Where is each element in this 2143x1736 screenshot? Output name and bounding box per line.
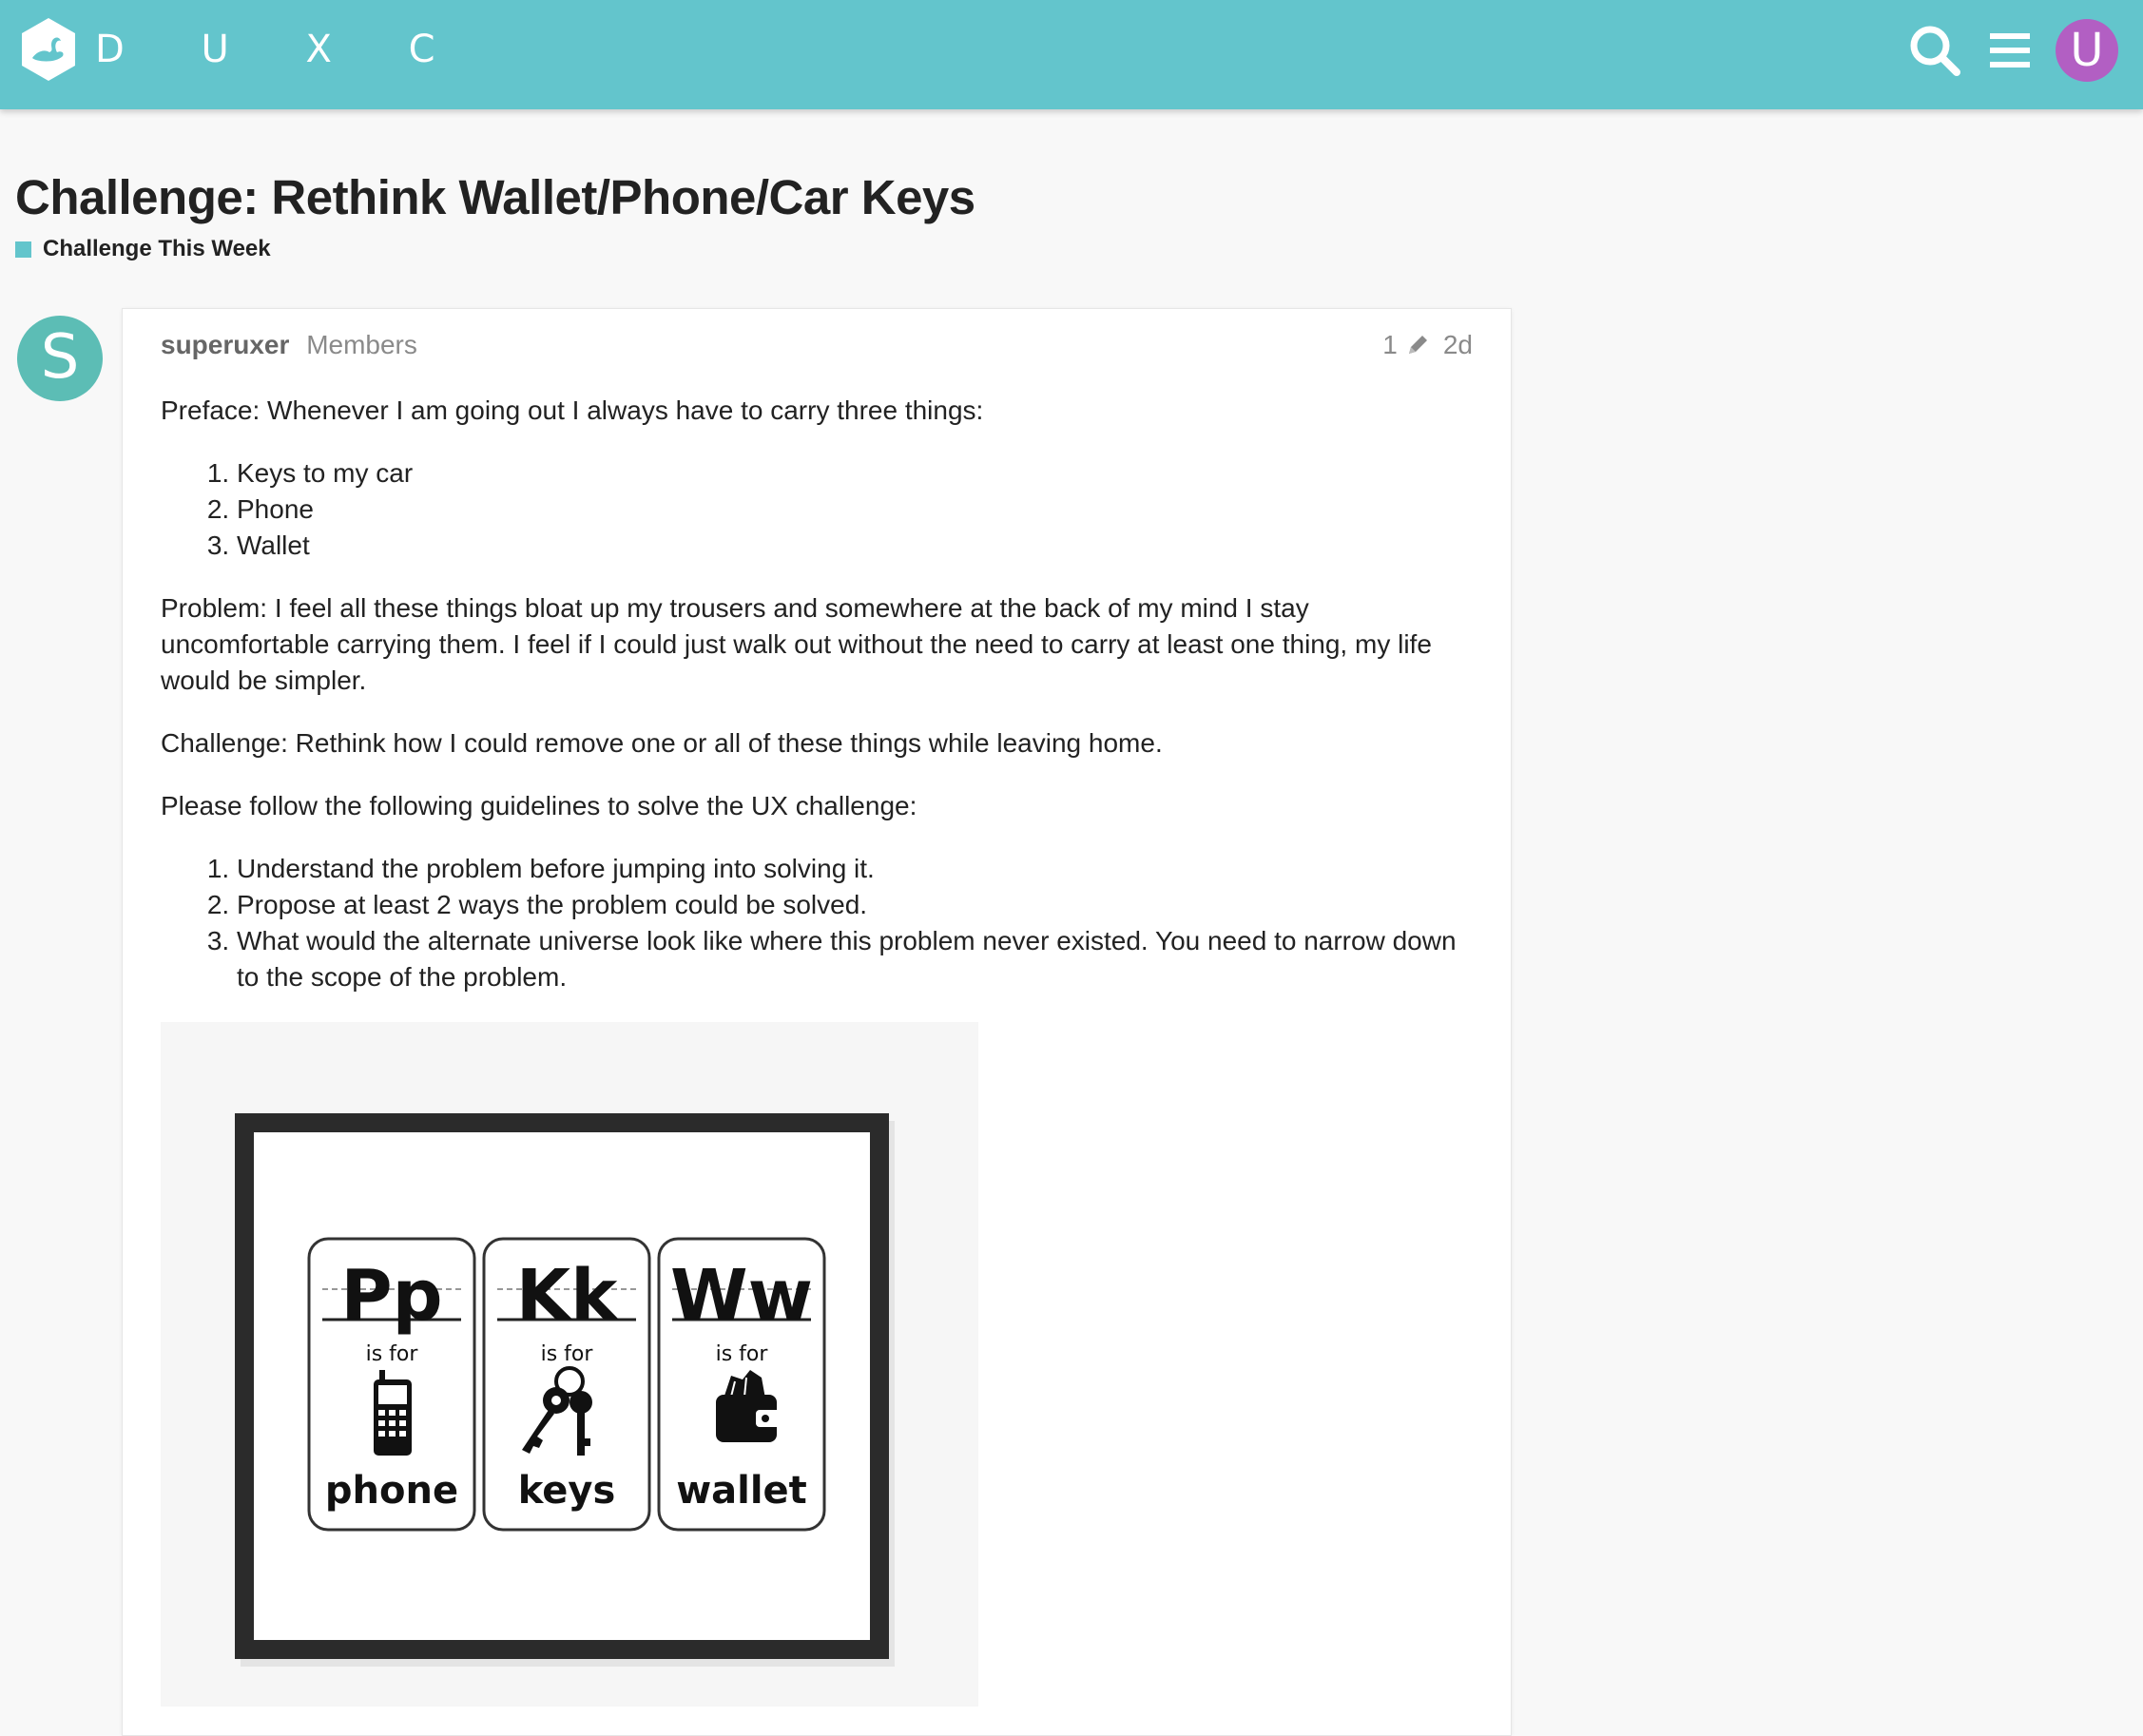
topic-title[interactable]: Challenge: Rethink Wallet/Phone/Car Keys [15, 170, 975, 224]
flash-card-phone [309, 1239, 474, 1530]
current-user-avatar[interactable]: U [2056, 19, 2118, 82]
post-user-group[interactable]: Members [306, 330, 417, 359]
preface-paragraph: Preface: Whenever I am going out I always have to carry three things: [161, 395, 984, 425]
site-header [0, 0, 2143, 109]
logo-text: D U X C [95, 28, 468, 71]
post-image[interactable] [161, 1022, 978, 1707]
card-letters: Pp [340, 1255, 443, 1337]
card-word: phone [324, 1469, 459, 1513]
list-item: 3. Wallet [237, 528, 1482, 564]
guidelines-intro: Please follow the following guidelines to solve the UX challenge: [161, 791, 917, 820]
card-word: wallet [676, 1469, 807, 1513]
post-username[interactable]: superuxer [161, 330, 290, 359]
list-item: 1. Understand the problem before jumping into solving it. [237, 851, 1482, 887]
category-color-swatch [15, 241, 31, 258]
problem-paragraph: Problem: I feel all these things bloat up my trousers and somewhere at the back of my mind I stay uncomfortable carrying them. I feel if I could just walk out without the need to carry at least one thing, my life would be simpler. [161, 593, 1432, 695]
card-letters: Kk [515, 1255, 618, 1337]
search-icon[interactable] [1907, 23, 1962, 78]
post-meta [161, 330, 417, 360]
site-logo[interactable] [19, 15, 468, 84]
card-is-for: is for [540, 1342, 593, 1366]
swan-hexagon-icon [19, 16, 78, 83]
items-list [161, 455, 1482, 564]
edit-count[interactable]: 1 [1382, 330, 1398, 359]
poster-avatar[interactable]: S [17, 316, 103, 401]
post-info [1382, 330, 1473, 360]
post-card [122, 308, 1512, 1736]
guidelines-list [161, 851, 1482, 995]
card-is-for: is for [365, 1342, 418, 1366]
pencil-icon[interactable] [1405, 333, 1430, 357]
list-item: 1. Keys to my car [237, 455, 1482, 492]
challenge-paragraph: Challenge: Rethink how I could remove one or all of these things while leaving home. [161, 728, 1163, 758]
card-is-for: is for [715, 1342, 768, 1366]
card-word: keys [517, 1469, 616, 1513]
category-badge[interactable] [15, 236, 271, 262]
card-letters: Ww [670, 1255, 813, 1337]
list-item: 3. What would the alternate universe look like where this problem never existed. You need to narrow down to the scope of the problem. [237, 923, 1482, 995]
list-item: 2. Propose at least 2 ways the problem could be solved. [237, 887, 1482, 923]
phone-icon [374, 1370, 412, 1456]
hamburger-menu-icon[interactable] [1982, 23, 2037, 78]
list-item: 2. Phone [237, 492, 1482, 528]
flash-card-wallet [659, 1239, 824, 1530]
post-body [161, 393, 1482, 1707]
category-label: Challenge This Week [43, 236, 271, 261]
flash-card-keys [484, 1239, 649, 1530]
post-age[interactable]: 2d [1442, 330, 1473, 359]
